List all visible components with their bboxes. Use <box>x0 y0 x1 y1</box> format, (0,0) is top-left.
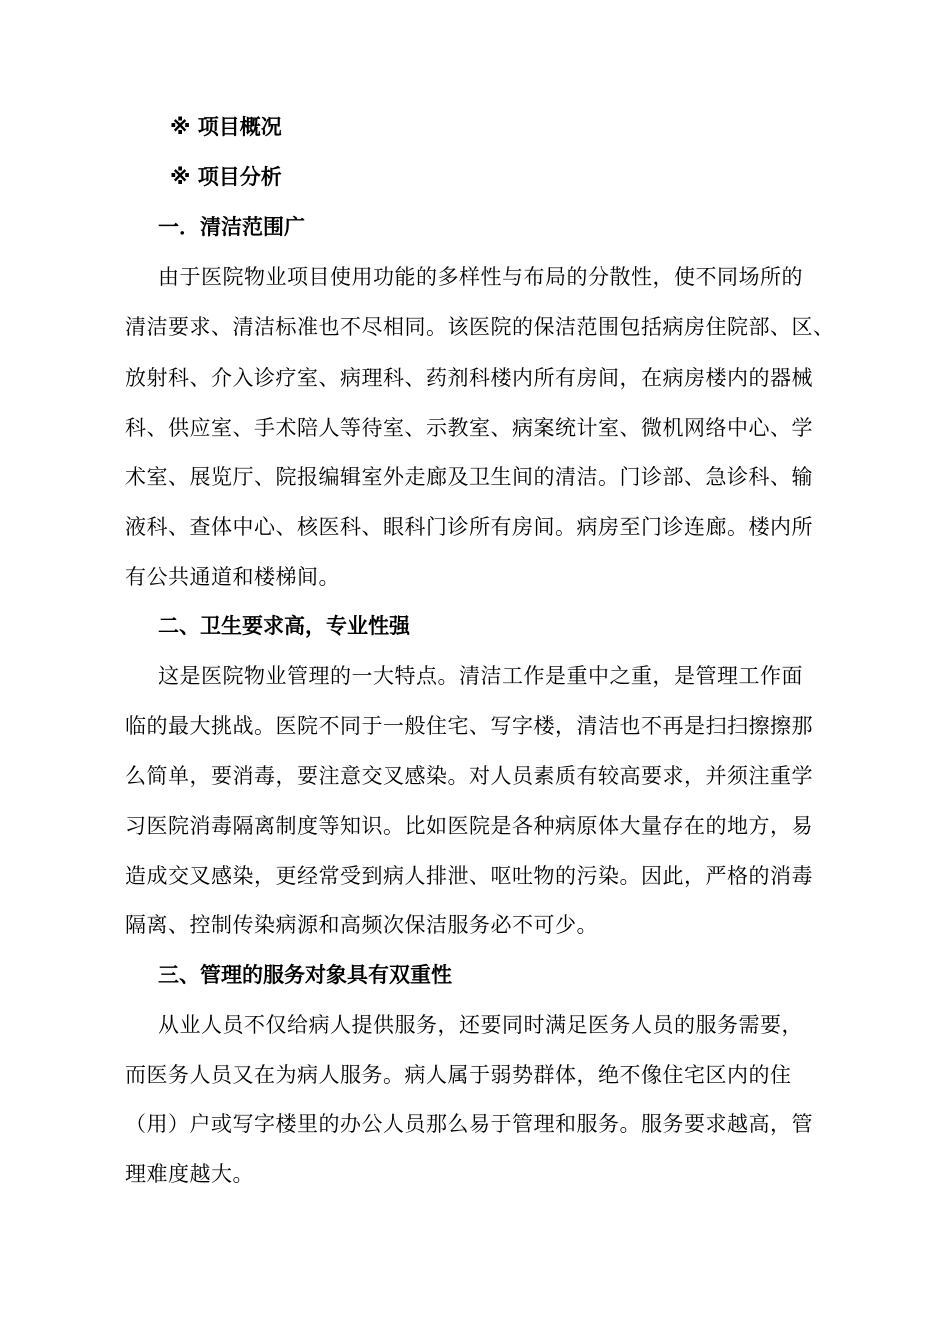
section-1-line: 清洁要求、清洁标准也不尽相同。该医院的保洁范围包括病房住院部、区、 <box>125 315 835 339</box>
marker-project-analysis: ※ 项目分析 <box>170 165 282 189</box>
section-2-line: 习医院消毒隔离制度等知识。比如医院是各种病原体大量存在的地方，易 <box>125 814 813 838</box>
section-2-heading: 二、卫生要求高，专业性强 <box>158 614 410 638</box>
section-2-line: 隔离、控制传染病源和高频次保洁服务必不可少。 <box>125 913 598 937</box>
section-1-line: 术室、展览厅、院报编辑室外走廊及卫生间的清洁。门诊部、急诊科、输 <box>125 465 813 489</box>
section-1-line: 由于医院物业项目使用功能的多样性与布局的分散性，使不同场所的 <box>158 265 803 289</box>
section-1-heading: 一．清洁范围广 <box>158 215 305 239</box>
section-2-line: 临的最大挑战。医院不同于一般住宅、写字楼，清洁也不再是扫扫擦擦那 <box>125 714 813 738</box>
section-3-line: （用）户或写字楼里的办公人员那么易于管理和服务。服务要求越高，管 <box>125 1112 813 1136</box>
section-3-line: 而医务人员又在为病人服务。病人属于弱势群体，绝不像住宅区内的住 <box>125 1063 792 1087</box>
section-1-line: 液科、查体中心、核医科、眼科门诊所有房间。病房至门诊连廊。楼内所 <box>125 515 813 539</box>
section-3-line: 从业人员不仅给病人提供服务，还要同时满足医务人员的服务需要， <box>158 1013 803 1037</box>
marker-project-overview: ※ 项目概况 <box>170 115 282 139</box>
section-1-line: 科、供应室、手术陪人等待室、示教室、病案统计室、微机网络中心、学 <box>125 416 813 440</box>
section-3-heading: 三、管理的服务对象具有双重性 <box>158 963 452 987</box>
section-3-line: 理难度越大。 <box>125 1162 254 1186</box>
section-2-line: 么简单，要消毒，要注意交叉感染。对人员素质有较高要求，并须注重学 <box>125 764 813 788</box>
section-1-line: 有公共通道和楼梯间。 <box>125 565 340 589</box>
section-2-line: 这是医院物业管理的一大特点。清洁工作是重中之重，是管理工作面 <box>158 664 803 688</box>
section-1-line: 放射科、介入诊疗室、病理科、药剂科楼内所有房间，在病房楼内的器械 <box>125 366 813 390</box>
section-2-line: 造成交叉感染，更经常受到病人排泄、呕吐物的污染。因此，严格的消毒 <box>125 864 813 888</box>
